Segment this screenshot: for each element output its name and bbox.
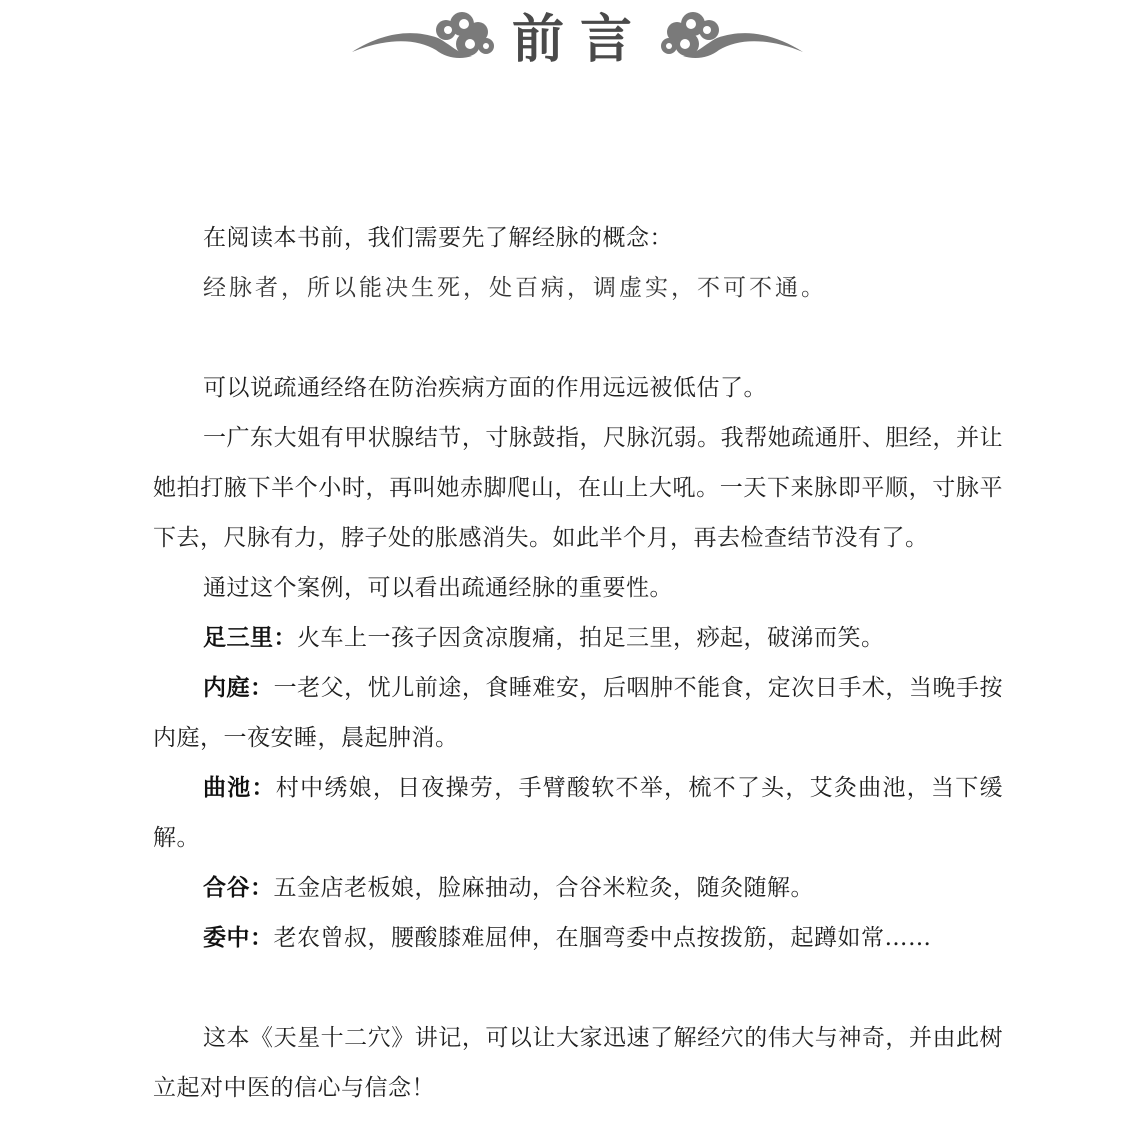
paragraph-2-case-story: 一广东大姐有甲状腺结节，寸脉鼓指，尺脉沉弱。我帮她疏通肝、胆经，并让她拍打腋下半个小时，再叫她赤脚爬山，在山上大吼。一天下来脉即平顺，寸脉平下去，尺脉有力，脖子处的胀感消失。如此半个月，再去检查结节没有了。 <box>153 425 1003 551</box>
acupoint-label: 委中： <box>203 925 274 951</box>
case-text: 一老父，忧儿前途，食睡难安，后咽肿不能食，定次日手术，当晚手按内庭，一夜安睡，晨起肿消。 <box>153 675 1004 751</box>
case-text: 老农曾叔，腰酸膝难屈伸，在腘弯委中点按拨筋，起蹲如常…… <box>273 925 932 951</box>
paragraph-1: 可以说疏通经络在防治疾病方面的作用远远被低估了。 <box>203 375 767 401</box>
page-title: 前言 <box>511 10 648 70</box>
case-hegu <box>153 863 1003 913</box>
acupoint-label: 内庭： <box>203 675 274 701</box>
case-quchi <box>153 763 1003 863</box>
intro-line-2-quote: 经脉者，所以能决生死，处百病，调虚实，不可不通。 <box>203 275 827 301</box>
acupoint-label: 合谷： <box>203 875 274 901</box>
page-header <box>0 0 1133 80</box>
case-zusanli <box>153 613 1003 663</box>
case-neiting <box>153 663 1003 763</box>
case-text: 村中绣娘，日夜操劳，手臂酸软不举，梳不了头，艾灸曲池，当下缓解。 <box>153 775 1003 851</box>
case-weizhong <box>153 913 1003 963</box>
cloud-ornament-left-icon <box>350 8 500 68</box>
cloud-ornament-right-icon <box>655 8 805 68</box>
closing-paragraph: 这本《天星十二穴》讲记，可以让大家迅速了解经穴的伟大与神奇，并由此树立起对中医的信心与信念！ <box>153 1025 1003 1101</box>
intro-line-1: 在阅读本书前，我们需要先了解经脉的概念： <box>203 225 673 251</box>
acupoint-label: 足三里： <box>203 625 297 651</box>
acupoint-label: 曲池： <box>203 775 276 801</box>
paragraph-3: 通过这个案例，可以看出疏通经脉的重要性。 <box>203 575 673 601</box>
case-text: 火车上一孩子因贪凉腹痛，拍足三里，痧起，破涕而笑。 <box>297 625 885 651</box>
case-text: 五金店老板娘，脸麻抽动，合谷米粒灸，随灸随解。 <box>273 875 814 901</box>
